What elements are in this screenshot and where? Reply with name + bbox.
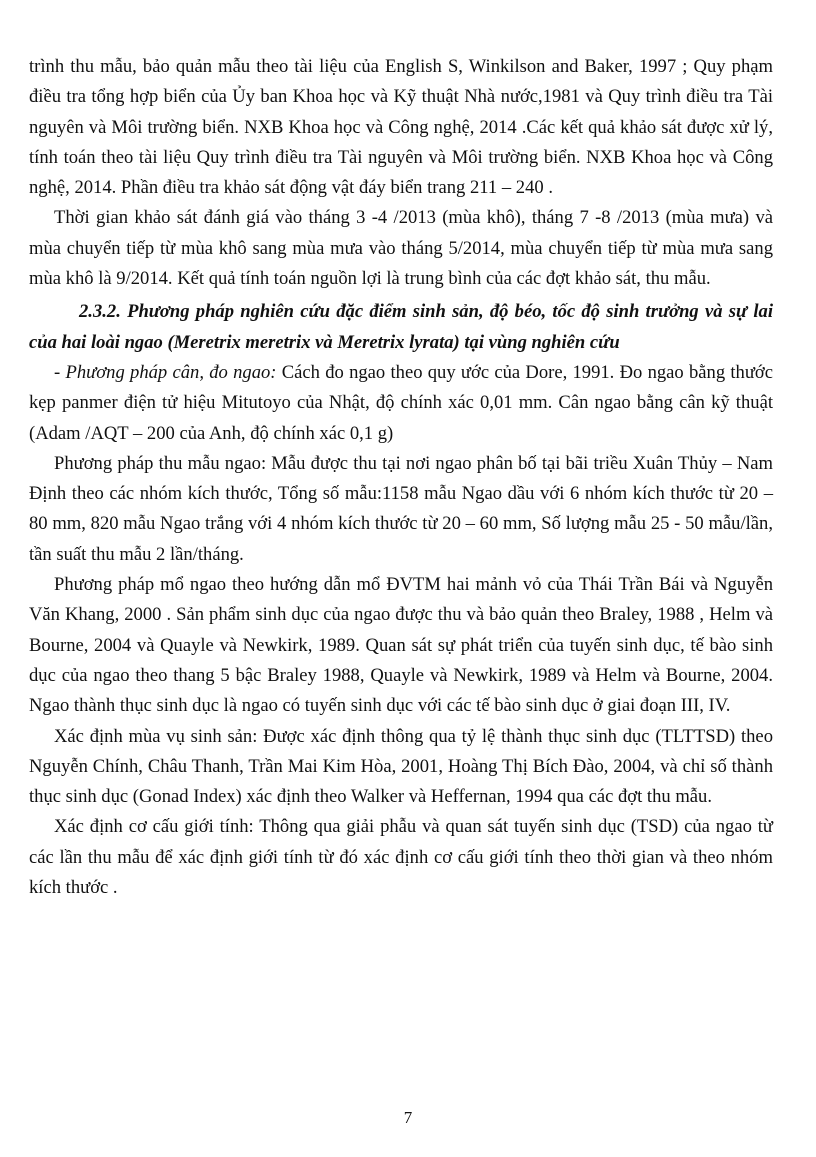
page-number: 7 [403,1108,413,1127]
paragraph-sampling-method: Phương pháp thu mẫu ngao: Mẫu được thu tại nơi ngao phân bố tại bãi triều Xuân Thủy – Nam Định theo các nhóm kích thước, Tổng số mẫu:1158 mẫu Ngao dầu với 6 nhóm kích thước từ 20 – 80 mm, 820 mẫu Ngao trắng với 4 nhóm kích thước từ 20 – 60 mm, Số lượng mẫu 25 - 50 mẫu/lần, tần suất thu mẫu 2 lần/tháng. [29,452,773,565]
paragraph-sampling-references: trình thu mẫu, bảo quản mẫu theo tài liệu của English S, Winkilson and Baker, 1997 ; Quy phạm điều tra tổng hợp biển của Ủy ban Khoa học và Kỹ thuật Nhà nước,1981 và Quy trình điều tra Tài nguyên và Môi trường biển. NXB Khoa học và Công nghệ, 2014 .Các kết quả khảo sát được xử lý, tính toán theo tài liệu Quy trình điều tra Tài nguyên và Môi trường biển. NXB Khoa học và Công nghệ, 2014. Phần điều tra khảo sát động vật đáy biển trang 211 – 240 . [29,56,773,199]
measure-method-label: - Phương pháp cân, đo ngao: [54,361,277,383]
paragraph-dissection-method: Phương pháp mổ ngao theo hướng dẫn mổ ĐVTM hai mảnh vỏ của Thái Trần Bái và Nguyễn Văn Khang, 2000 . Sản phẩm sinh dục của ngao được thu và bảo quản theo Braley, 1988 , Helm và Bourne, 2004 và Quayle và Newkirk, 1989. Quan sát sự phát triển của tuyến sinh dục, tế bào sinh dục của ngao theo thang 5 bậc Braley 1988, Quayle và Newkirk, 1989 và Helm và Bourne, 2004. Ngao thành thục sinh dục là ngao có tuyến sinh dục với các tế bào sinh dục ở giai đoạn III, IV. [29,574,773,717]
measure-method-text: Cách đo ngao theo quy ước của Dore, 1991. Đo ngao bằng thước kẹp panmer điện tử hiệu Mitutoyo của Nhật, độ chính xác 0,01 mm. Cân ngao bằng cân kỹ thuật (Adam /AQT – 200 của Anh, độ chính xác 0,1 g) [29,361,774,444]
document-page [29,52,773,903]
paragraph-breeding-season: Xác định mùa vụ sinh sản: Được xác định thông qua tỷ lệ thành thục sinh dục (TLTTSD) theo Nguyễn Chính, Châu Thanh, Trần Mai Kim Hòa, 2001, Hoàng Thị Bích Đào, 2004, và chỉ số thành thục sinh dục (Gonad Index) xác định theo Walker và Heffernan, 1994 qua các đợt thu mẫu. [29,725,773,808]
paragraph-measure-method [29,358,773,449]
paragraph-survey-time: Thời gian khảo sát đánh giá vào tháng 3 -4 /2013 (mùa khô), tháng 7 -8 /2013 (mùa mưa) và mùa chuyển tiếp từ mùa khô sang mùa mưa vào tháng 5/2014, mùa chuyển tiếp từ mùa mưa sang mùa khô là 9/2014. Kết quả tính toán nguồn lợi là trung bình của các đợt khảo sát, thu mẫu. [29,207,773,290]
section-heading: 2.3.2. Phương pháp nghiên cứu đặc điểm sinh sản, độ béo, tốc độ sinh trưởng và sự lai của hai loài ngao (Meretrix meretrix và Meretrix lyrata) tại vùng nghiên cứu [29,301,773,353]
paragraph-sex-structure: Xác định cơ cấu giới tính: Thông qua giải phẫu và quan sát tuyến sinh dục (TSD) của ngao từ các lần thu mẫu để xác định giới tính từ đó xác định cơ cấu giới tính theo thời gian và theo nhóm kích thước . [29,816,773,899]
